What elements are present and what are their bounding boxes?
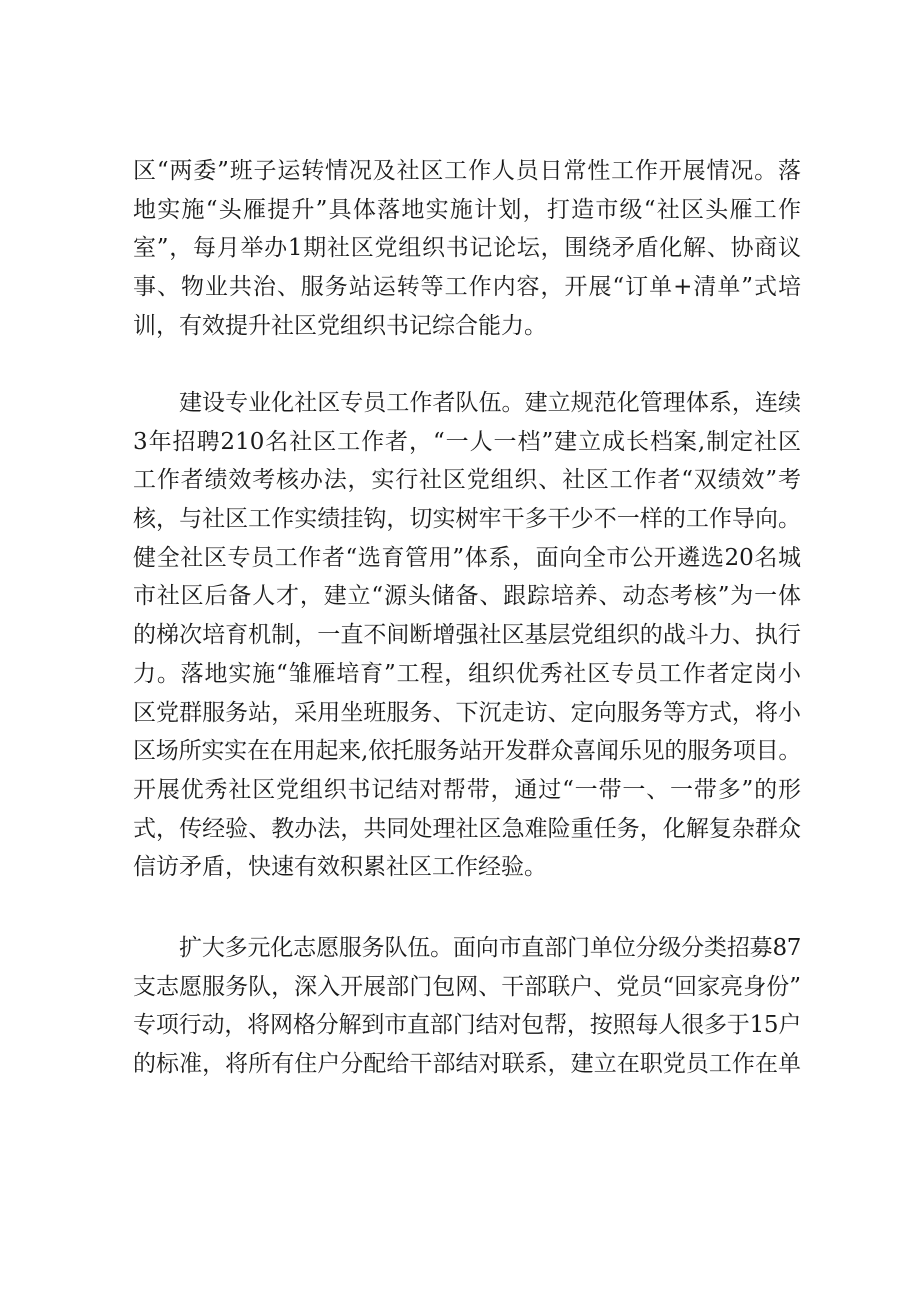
paragraph-2 [133,384,801,887]
text-line: 训，有效提升社区党组织书记综合能力。 [133,312,547,339]
text-line: 扩大多元化志愿服务队伍。面向市直部门单位分级分类招募87 [179,935,801,961]
text-line: 区“两委”班子运转情况及社区工作人员日常性工作开展情况。落 [133,158,801,184]
text-line: 工作者绩效考核办法，实行社区党组织、社区工作者“双绩效”考 [133,467,801,494]
text-line: 区党群服务站，采用坐班服务、下沉走访、定向服务等方式，将小 [133,699,801,726]
text-line: 专项行动，将网格分解到市直部门结对包帮，按照每人很多于15户 [133,1012,801,1039]
text-line: 的标准，将所有住户分配给干部结对联系，建立在职党员工作在单 [133,1051,801,1078]
text-line: 地实施“头雁提升”具体落地实施计划，打造市级“社区头雁工作 [133,196,801,223]
text-line: 3年招聘210名社区工作者，“一人一档”建立成长档案,制定社区 [133,428,801,455]
text-line: 健全社区专员工作者“选育管用”体系，面向全市公开遴选20名城 [133,544,801,571]
text-line: 区场所实实在在用起来,依托服务站开发群众喜闻乐见的服务项目。 [133,738,801,765]
text-line: 式，传经验、教办法，共同处理社区急难险重任务，化解复杂群众 [133,815,801,842]
paragraph-1 [133,152,801,345]
text-line: 力。落地实施“雏雁培育”工程，组织优秀社区专员工作者定岗小 [133,660,801,687]
text-line: 信访矛盾，快速有效积累社区工作经验。 [133,854,547,881]
text-line: 室”，每月举办1期社区党组织书记论坛，围绕矛盾化解、协商议 [133,235,801,262]
text-line: 核，与社区工作实绩挂钩，切实树牢干多干少不一样的工作导向。 [133,506,801,533]
text-line: 市社区后备人才，建立“源头储备、跟踪培养、动态考核”为一体 [133,583,801,610]
text-line: 建设专业化社区专员工作者队伍。建立规范化管理体系，连续 [179,390,801,416]
paragraph-3 [133,929,801,1084]
text-line: 支志愿服务队，深入开展部门包网、干部联户、党员“回家亮身份” [133,973,801,1000]
text-line: 开展优秀社区党组织书记结对帮带，通过“一带一、一带多”的形 [133,776,801,803]
text-line: 事、物业共治、服务站运转等工作内容，开展“订单+清单”式培 [133,274,801,301]
text-line: 的梯次培育机制，一直不间断增强社区基层党组织的战斗力、执行 [133,622,801,649]
